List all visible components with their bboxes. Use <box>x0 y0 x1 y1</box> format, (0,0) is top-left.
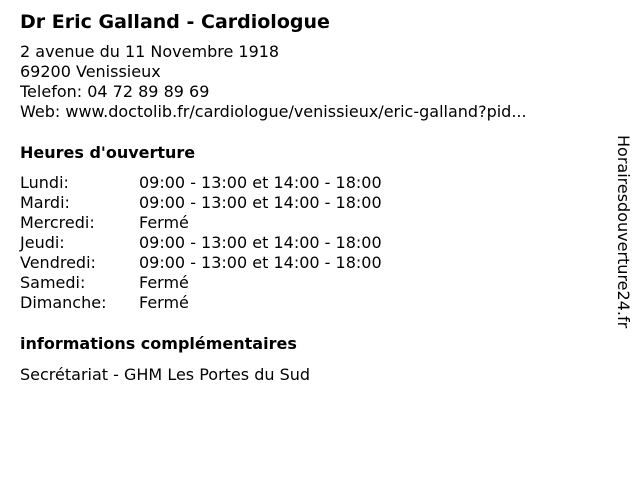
day-hours: 09:00 - 13:00 et 14:00 - 18:00 <box>139 233 382 252</box>
doctor-card <box>20 10 600 385</box>
address-line-city: 69200 Venissieux <box>20 62 161 81</box>
hours-row-lundi <box>20 173 600 193</box>
additional-info-heading: informations complémentaires <box>20 334 297 353</box>
additional-info-text: Secrétariat - GHM Les Portes du Sud <box>20 365 311 384</box>
day-hours: 09:00 - 13:00 et 14:00 - 18:00 <box>139 173 382 192</box>
hours-row-mercredi <box>20 213 600 233</box>
website-link[interactable]: www.doctolib.fr/cardiologue/venissieux/eric-galland?pid... <box>65 102 527 121</box>
site-watermark <box>610 135 636 375</box>
hours-row-dimanche <box>20 293 600 313</box>
hours-row-vendredi <box>20 253 600 273</box>
hours-row-jeudi <box>20 233 600 253</box>
day-label: Lundi: <box>20 173 69 192</box>
day-hours: Fermé <box>139 213 189 232</box>
day-label: Jeudi: <box>20 233 65 252</box>
day-label: Vendredi: <box>20 253 96 272</box>
day-label: Dimanche: <box>20 293 107 312</box>
website-line <box>20 102 600 122</box>
website-label: Web: <box>20 102 66 121</box>
day-hours: 09:00 - 13:00 et 14:00 - 18:00 <box>139 193 382 212</box>
hours-row-samedi <box>20 273 600 293</box>
day-hours: Fermé <box>139 293 189 312</box>
day-hours: 09:00 - 13:00 et 14:00 - 18:00 <box>139 253 382 272</box>
address-line-street: 2 avenue du 11 Novembre 1918 <box>20 42 280 61</box>
day-label: Mercredi: <box>20 213 95 232</box>
day-hours: Fermé <box>139 273 189 292</box>
opening-hours-heading: Heures d'ouverture <box>20 143 196 162</box>
opening-hours-list <box>20 173 600 313</box>
hours-row-mardi <box>20 193 600 213</box>
page-title: Dr Eric Galland - Cardiologue <box>20 11 330 33</box>
phone-number: Telefon: 04 72 89 89 69 <box>20 82 210 101</box>
site-watermark-text: Horairesdouverture24.fr <box>614 135 633 329</box>
day-label: Samedi: <box>20 273 86 292</box>
day-label: Mardi: <box>20 193 70 212</box>
